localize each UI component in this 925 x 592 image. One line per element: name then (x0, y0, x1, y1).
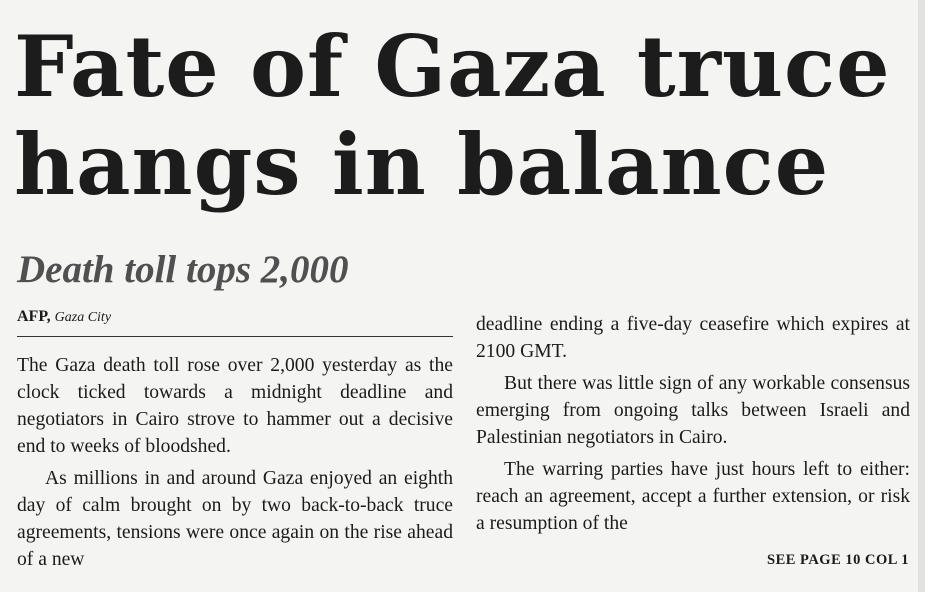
article-column-left (17, 352, 453, 573)
article-column-right (476, 311, 910, 537)
byline (17, 308, 453, 337)
paragraph: The warring parties have just hours left to either: reach an agreement, accept a further extension, or risk a resumption of the (476, 459, 910, 534)
subheadline: Death toll tops 2,000 (17, 248, 349, 291)
headline: Fate of Gaza truce hangs in balance (14, 17, 891, 214)
paragraph: But there was little sign of any workable consensus emerging from ongoing talks between Israeli and Palestinian negotiators in Cairo. (476, 373, 910, 448)
byline-dateline: Gaza City (54, 310, 112, 325)
page-edge (918, 0, 925, 592)
paragraph: The Gaza death toll rose over 2,000 yesterday as the clock ticked towards a midnight deadline and negotiators in Cairo strove to hammer out a decisive end to weeks of bloodshed. (17, 355, 453, 457)
paragraph: deadline ending a five-day ceasefire which expires at 2100 GMT. (476, 314, 910, 362)
continuation-jump-line: SEE PAGE 10 COL 1 (767, 552, 909, 568)
paragraph: As millions in and around Gaza enjoyed an eighth day of calm brought on by two back-to-back truce agreements, tensions were once again on the rise ahead of a new (17, 468, 453, 570)
byline-agency: AFP, (17, 308, 51, 325)
